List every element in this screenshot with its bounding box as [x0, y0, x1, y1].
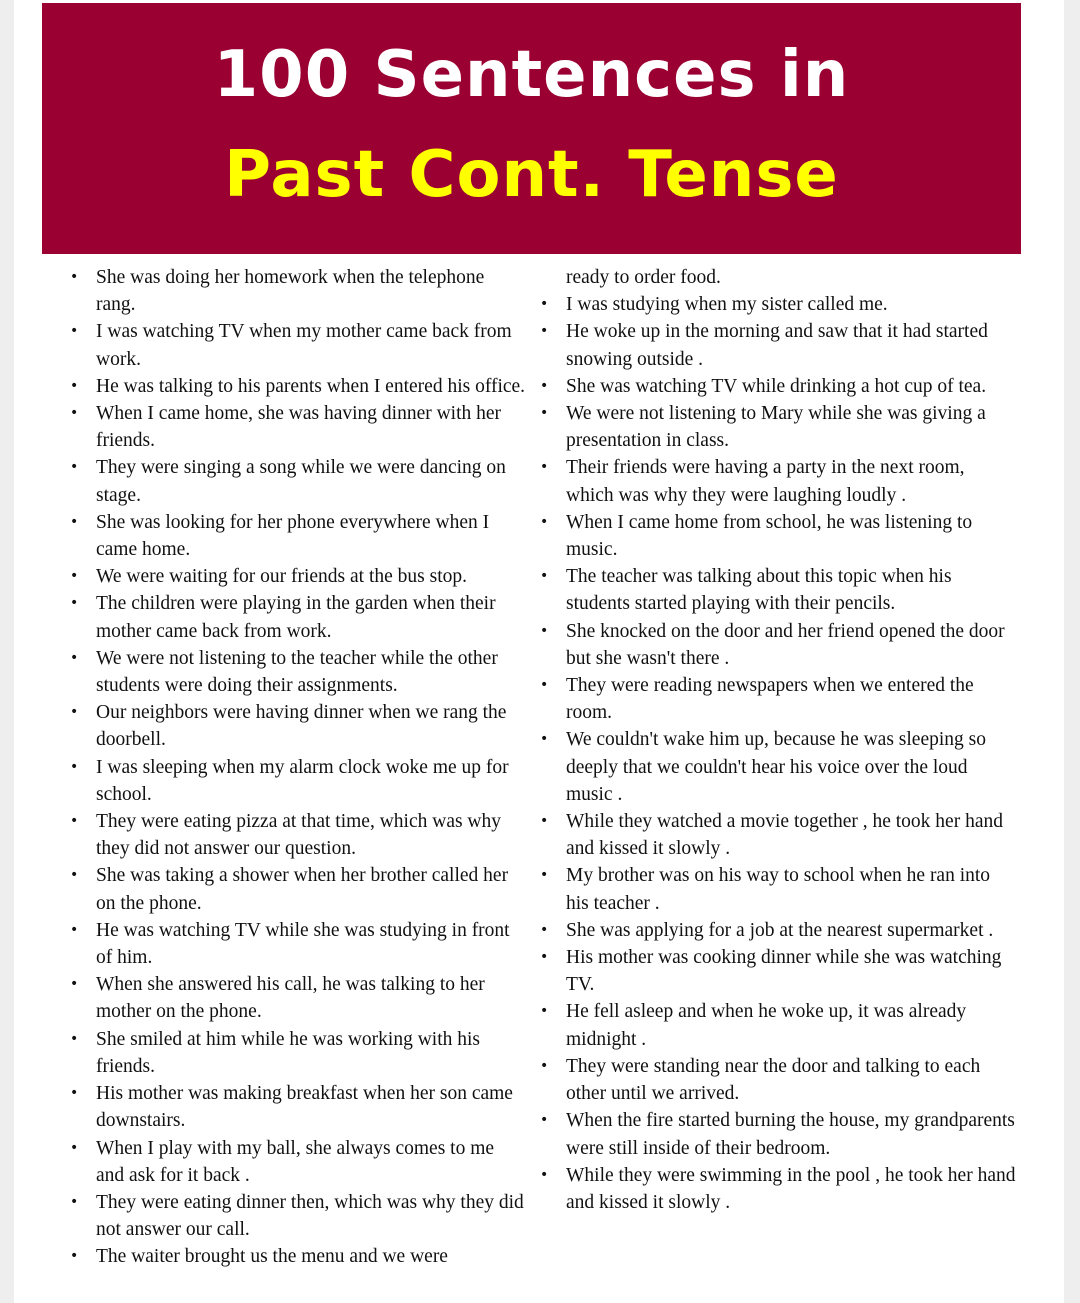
bullet-icon: •: [540, 813, 549, 830]
sentence-text: She was looking for her phone everywhere when I came home.: [96, 511, 490, 561]
bullet-icon: •: [540, 867, 549, 884]
bullet-icon: •: [70, 867, 79, 884]
sentence-item: [540, 400, 1017, 454]
bullet-icon: •: [540, 677, 549, 694]
sentence-text: She was watching TV while drinking a hot cup of tea.: [566, 375, 987, 397]
sentence-item: [540, 1053, 1017, 1107]
sentence-item: [540, 944, 1017, 998]
sentence-text: We couldn't wake him up, because he was sleeping so deeply that we couldn't hear his voice over the loud music .: [566, 729, 986, 805]
sentence-text: While they watched a movie together , he took her hand and kissed it slowly .: [566, 811, 1003, 860]
sentence-item: [70, 971, 527, 1025]
sentence-item: [70, 1080, 527, 1134]
sentence-item: [70, 754, 527, 808]
sentence-item: [540, 1107, 1017, 1161]
sentence-text: Our neighbors were having dinner when we rang the doorbell.: [96, 702, 507, 751]
bullet-icon: •: [540, 1003, 549, 1020]
sentence-text: They were eating pizza at that time, which was why they did not answer our question.: [96, 811, 502, 860]
sentence-item: [70, 454, 527, 508]
bullet-icon: •: [70, 1193, 79, 1210]
sentence-text: When she answered his call, he was talking to her mother on the phone.: [96, 974, 485, 1023]
bullet-icon: •: [70, 758, 79, 775]
bullet-icon: •: [70, 649, 79, 666]
sentence-text: We were waiting for our friends at the bus stop.: [96, 566, 467, 588]
sentence-item: [540, 618, 1017, 672]
sentence-text: She was doing her homework when the telephone rang.: [96, 267, 485, 316]
sentence-text: I was studying when my sister called me.: [566, 294, 888, 316]
bullet-icon: •: [70, 976, 79, 993]
sentence-item: [540, 1162, 1017, 1216]
bullet-icon: •: [540, 513, 549, 530]
sentence-text: We were not listening to Mary while she was giving a presentation in class.: [566, 403, 986, 452]
sentence-item: [70, 862, 527, 916]
sentence-item: [70, 699, 527, 753]
sentence-text: They were standing near the door and talking to each other until we arrived.: [566, 1055, 981, 1105]
bullet-icon: •: [540, 296, 549, 313]
sentence-item: [540, 373, 1017, 400]
bullet-icon: •: [70, 1030, 79, 1047]
sentence-list-left: [70, 264, 527, 1271]
sentence-item: [540, 917, 1017, 944]
sentence-text: I was sleeping when my alarm clock woke me up for school.: [96, 756, 509, 805]
sentence-item: [70, 917, 527, 971]
sentence-text: The teacher was talking about this topic when his students started playing with their pencils.: [566, 566, 952, 615]
bullet-icon: •: [70, 269, 79, 285]
sentence-text: When I came home from school, he was listening to music.: [566, 511, 973, 561]
sentence-item: [70, 590, 527, 644]
sentence-text: We were not listening to the teacher while the other students were doing their assignments.: [96, 647, 498, 697]
sentence-text: They were singing a song while we were dancing on stage.: [96, 457, 506, 506]
bullet-icon: •: [70, 595, 79, 612]
sentence-item: [552, 264, 1017, 291]
bullet-icon: •: [540, 377, 549, 394]
sentence-item: [540, 672, 1017, 726]
bullet-icon: •: [540, 731, 549, 748]
bullet-icon: •: [70, 704, 79, 721]
sentence-text: He woke up in the morning and saw that it had started snowing outside .: [566, 321, 988, 370]
bullet-icon: •: [540, 405, 549, 422]
sentence-item: [540, 318, 1017, 372]
bullet-icon: •: [540, 1112, 549, 1129]
bullet-icon: •: [70, 568, 79, 585]
sentence-item: [540, 563, 1017, 617]
bullet-icon: •: [540, 323, 549, 340]
bullet-icon: •: [540, 949, 549, 966]
sentence-text: Their friends were having a party in the next room, which was why they were laughing loudly .: [566, 457, 965, 506]
bullet-icon: •: [540, 622, 549, 639]
sentence-item: [540, 808, 1017, 862]
sentence-item: [70, 563, 527, 590]
bullet-icon: •: [70, 1085, 79, 1102]
title-banner: [42, 3, 1021, 254]
bullet-icon: •: [70, 921, 79, 938]
sentence-text: His mother was cooking dinner while she was watching TV.: [566, 947, 1002, 996]
sentence-text: The children were playing in the garden when their mother came back from work.: [96, 593, 496, 642]
sentence-item: [70, 509, 527, 563]
sentence-text: He fell asleep and when he woke up, it was already midnight .: [566, 1001, 967, 1050]
bullet-icon: •: [540, 1057, 549, 1074]
sentence-text: I was watching TV when my mother came back from work.: [96, 321, 512, 370]
sentence-item: [540, 862, 1017, 916]
sentence-text: He was talking to his parents when I entered his office.: [96, 375, 526, 397]
sentence-text: ready to order food.: [566, 267, 721, 288]
bullet-icon: •: [540, 459, 549, 476]
bullet-icon: •: [70, 377, 79, 394]
sentence-text: The waiter brought us the menu and we were: [96, 1246, 448, 1268]
sentence-text: While they were swimming in the pool , he took her hand and kissed it slowly .: [566, 1164, 1016, 1213]
sentence-item: [540, 509, 1017, 563]
sentence-text: She knocked on the door and her friend opened the door but she wasn't there .: [566, 620, 1005, 669]
sentence-text: He was watching TV while she was studying in front of him.: [96, 919, 510, 969]
sentence-item: [70, 318, 527, 372]
page-subtitle: Past Cont. Tense: [224, 138, 839, 212]
sentence-list-right: [540, 264, 1017, 1216]
sentence-item: [540, 998, 1017, 1052]
bullet-icon: •: [540, 1166, 549, 1183]
sentence-text: When the fire started burning the house, my grandparents were still inside of their bedroom.: [566, 1110, 1015, 1159]
sentence-item: [70, 1243, 527, 1270]
sentence-text: When I came home, she was having dinner with her friends.: [96, 403, 502, 452]
sentence-item: [70, 264, 527, 318]
sentence-text: She was taking a shower when her brother called her on the phone.: [96, 865, 509, 914]
sentence-text: They were reading newspapers when we entered the room.: [566, 675, 974, 724]
bullet-icon: •: [70, 323, 79, 340]
sentence-text: When I play with my ball, she always comes to me and ask for it back .: [96, 1137, 495, 1186]
bullet-icon: •: [70, 1139, 79, 1156]
sentence-item: [70, 373, 527, 400]
sentence-text: She was applying for a job at the nearest supermarket .: [566, 919, 994, 941]
sentence-item: [70, 1026, 527, 1080]
bullet-icon: •: [70, 813, 79, 830]
page-title: 100 Sentences in: [213, 38, 850, 112]
bullet-icon: •: [70, 459, 79, 476]
sentence-item: [540, 454, 1017, 508]
sentence-text: They were eating dinner then, which was why they did not answer our call.: [96, 1191, 524, 1241]
sentence-item: [540, 291, 1017, 318]
bullet-icon: •: [70, 513, 79, 530]
sentence-item: [70, 1189, 527, 1243]
bullet-icon: •: [540, 921, 549, 938]
sentence-item: [70, 1135, 527, 1189]
sentence-item: [70, 645, 527, 699]
bullet-icon: •: [70, 1248, 79, 1265]
sentence-item: [70, 400, 527, 454]
sentence-item: [540, 726, 1017, 808]
sentence-item: [70, 808, 527, 862]
sentence-text: She smiled at him while he was working with his friends.: [96, 1028, 481, 1077]
sentence-text: His mother was making breakfast when her son came downstairs.: [96, 1083, 513, 1132]
bullet-icon: •: [70, 405, 79, 422]
sentence-text: My brother was on his way to school when he ran into his teacher .: [566, 865, 991, 914]
bullet-icon: •: [540, 568, 549, 585]
